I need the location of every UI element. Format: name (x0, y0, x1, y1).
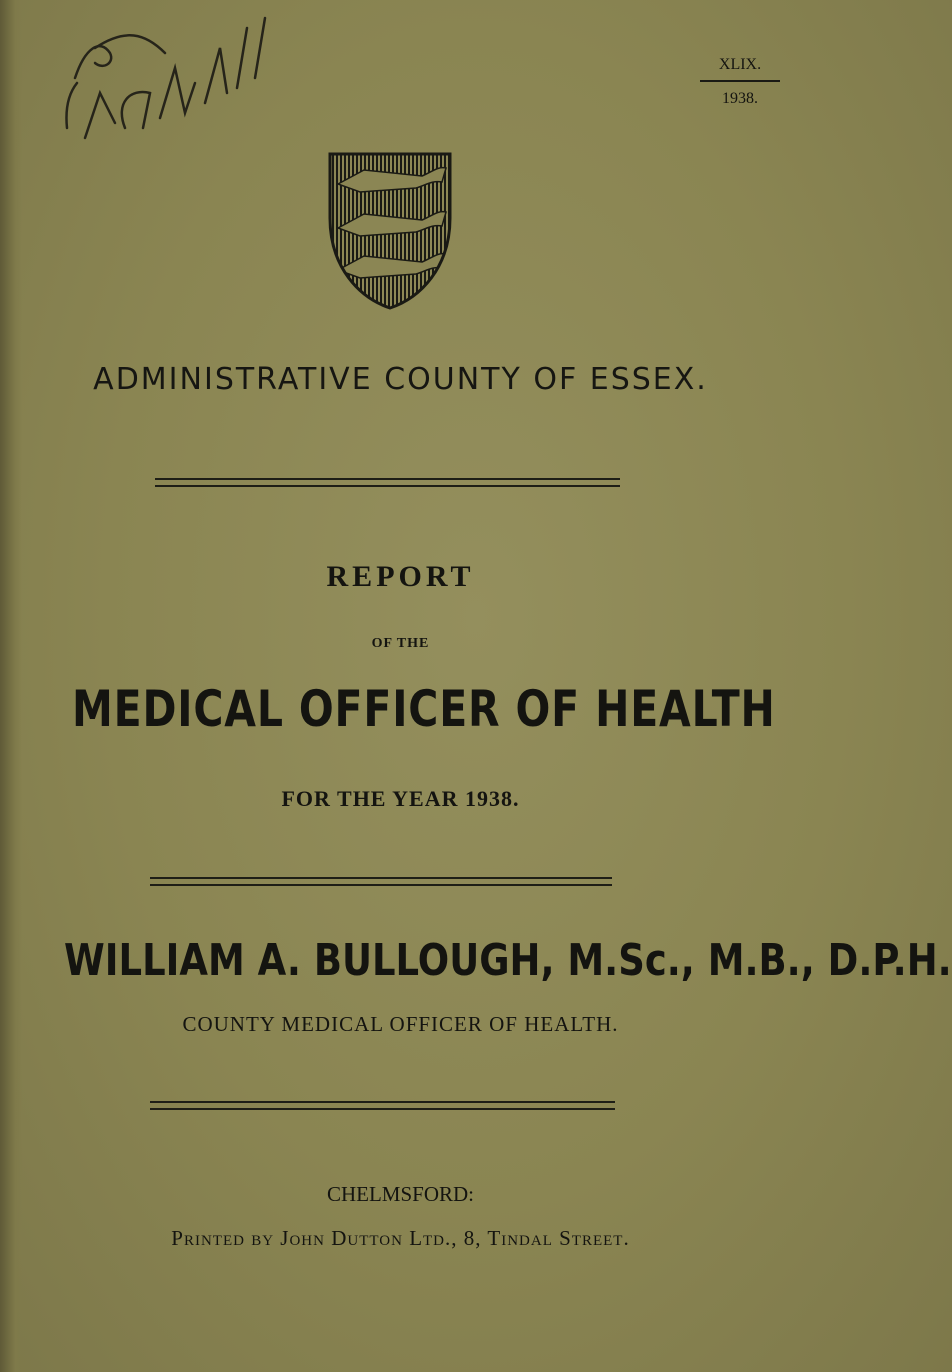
reference-rule (700, 80, 780, 82)
report-heading: REPORT (326, 560, 475, 593)
double-rule (150, 877, 612, 886)
authority-heading: ADMINISTRATIVE COUNTY OF ESSEX. (93, 362, 708, 397)
double-rule (155, 478, 620, 487)
imprint-place: CHELMSFORD: (326, 1182, 475, 1206)
page-edge-shadow (0, 0, 22, 1372)
report-period: FOR THE YEAR 1938. (281, 786, 520, 811)
double-rule (150, 1101, 615, 1110)
handwritten-scribble (55, 8, 285, 148)
author-role: COUNTY MEDICAL OFFICER OF HEALTH. (182, 1012, 619, 1036)
series-reference (700, 56, 780, 108)
office-heading: MEDICAL OFFICER OF HEALTH (72, 680, 776, 738)
of-the-text: OF THE (371, 636, 430, 651)
year-mark: 1938. (722, 90, 758, 107)
imprint-printer: Printed by John Dutton Ltd., 8, Tindal Street. (171, 1226, 630, 1250)
series-number: XLIX. (718, 56, 762, 73)
essex-seaxes-shield-icon (324, 148, 456, 313)
author-name: WILLIAM A. BULLOUGH, M.Sc., M.B., D.P.H. (64, 935, 952, 986)
